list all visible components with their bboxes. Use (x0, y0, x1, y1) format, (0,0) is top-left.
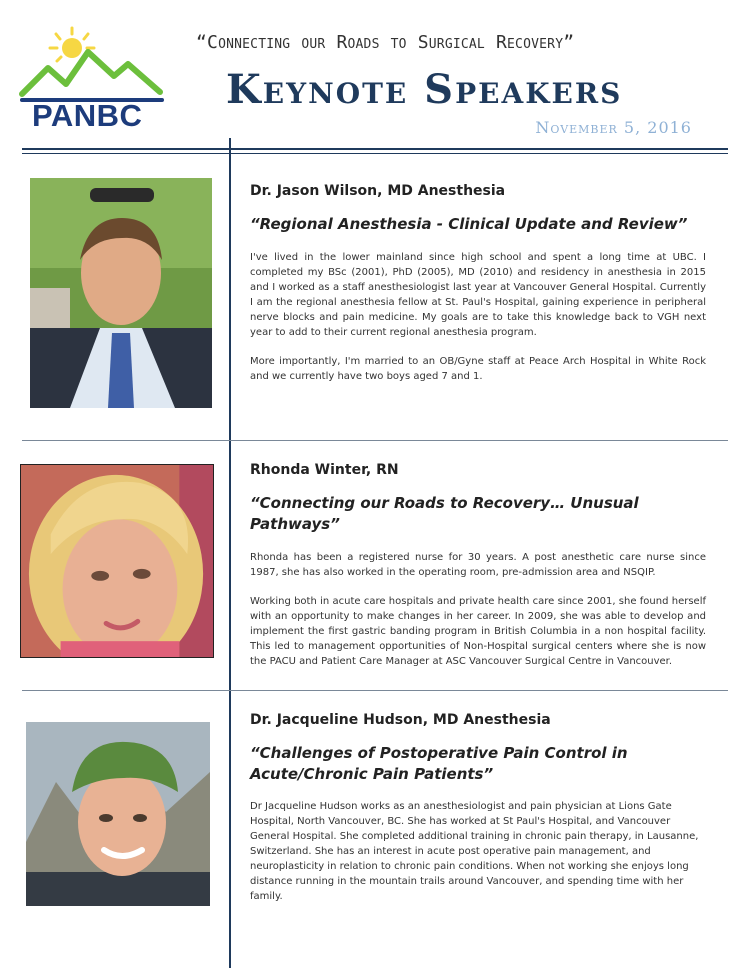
talk-title: “Challenges of Postoperative Pain Control in Acute/Chronic Pain Patients” (250, 744, 628, 783)
tagline: “Connecting our Roads to Surgical Recovery” (196, 32, 575, 53)
speaker-name: Dr. Jason Wilson, MD Anesthesia (250, 183, 506, 199)
page-title: Keynote Speakers (226, 66, 623, 113)
bio-paragraph: More importantly, I'm married to an OB/Gyne staff at Peace Arch Hospital in White Rock and we currently have two boys aged 7 and 1. (250, 356, 706, 382)
speaker-photo-rhonda-winter (20, 464, 214, 658)
bio-paragraph: Rhonda has been a registered nurse for 30 years. A post anesthetic care nurse since 1987, she has also worked in the operating room, pre-admission area and NSQIP. (250, 552, 706, 578)
bio-paragraph: Working both in acute care hospitals and private health care since 2001, she found herself with an opportunity to make changes in her career. In 2009, she was able to develop and implement the first gastric banding program in British Columbia in a non hospital facility. This led to management opportunities of Non-Hospital surgical centers where she is now the PACU and Patient Care Manager at ASC Vancouver Surgical Centre in Vancouver. (250, 596, 706, 667)
talk-title: “Regional Anesthesia - Clinical Update and Review” (250, 215, 688, 233)
speaker-section-2 (250, 462, 706, 669)
talk-title: “Connecting our Roads to Recovery… Unusual Pathways” (250, 494, 639, 533)
header-rule (22, 148, 728, 150)
bio-paragraph: I've lived in the lower mainland since high school and spent a long time at UBC. I completed my BSc (2001), PhD (2005), MD (2010) and residency in anesthesia in 2015 and I worked as a staff anesthesiologist last year at Vancouver General Hospital. Currently I am the regional anesthesia fellow at St. Paul's Hospital, gaining experience in peripheral nerve blocks and pain medicine. My goals are to take this knowledge back to VGH next year to add to their current regional anesthesia program. (250, 252, 706, 338)
speaker-name: Rhonda Winter, RN (250, 462, 399, 478)
section-divider (22, 440, 728, 441)
speaker-section-1 (250, 183, 706, 384)
event-date: November 5, 2016 (535, 118, 692, 137)
header-rule-thin (22, 153, 728, 154)
speaker-photo-jacqueline-hudson (26, 722, 210, 906)
vertical-divider (229, 138, 231, 968)
section-divider (22, 690, 728, 691)
speaker-bio (250, 550, 706, 669)
speaker-name: Dr. Jacqueline Hudson, MD Anesthesia (250, 712, 551, 728)
bio-paragraph: Dr Jacqueline Hudson works as an anesthesiologist and pain physician at Lions Gate Hospital, North Vancouver, BC. She has worked at St Paul's Hospital, and Vancouver General Hospital. She completed additional training in chronic pain therapy, in Lausanne, Switzerland. She has an interest in acute post operative pain management, and neuroplasticity in relation to chronic pain conditions. When not working she enjoys long distance running in the mountain trails around Vancouver, and spending time with her family. (250, 801, 699, 902)
speaker-photo-jason-wilson (30, 178, 212, 408)
speaker-bio (250, 250, 706, 384)
logo-text: PANBC (32, 98, 143, 133)
speaker-section-3 (250, 712, 706, 904)
speaker-bio (250, 799, 706, 904)
